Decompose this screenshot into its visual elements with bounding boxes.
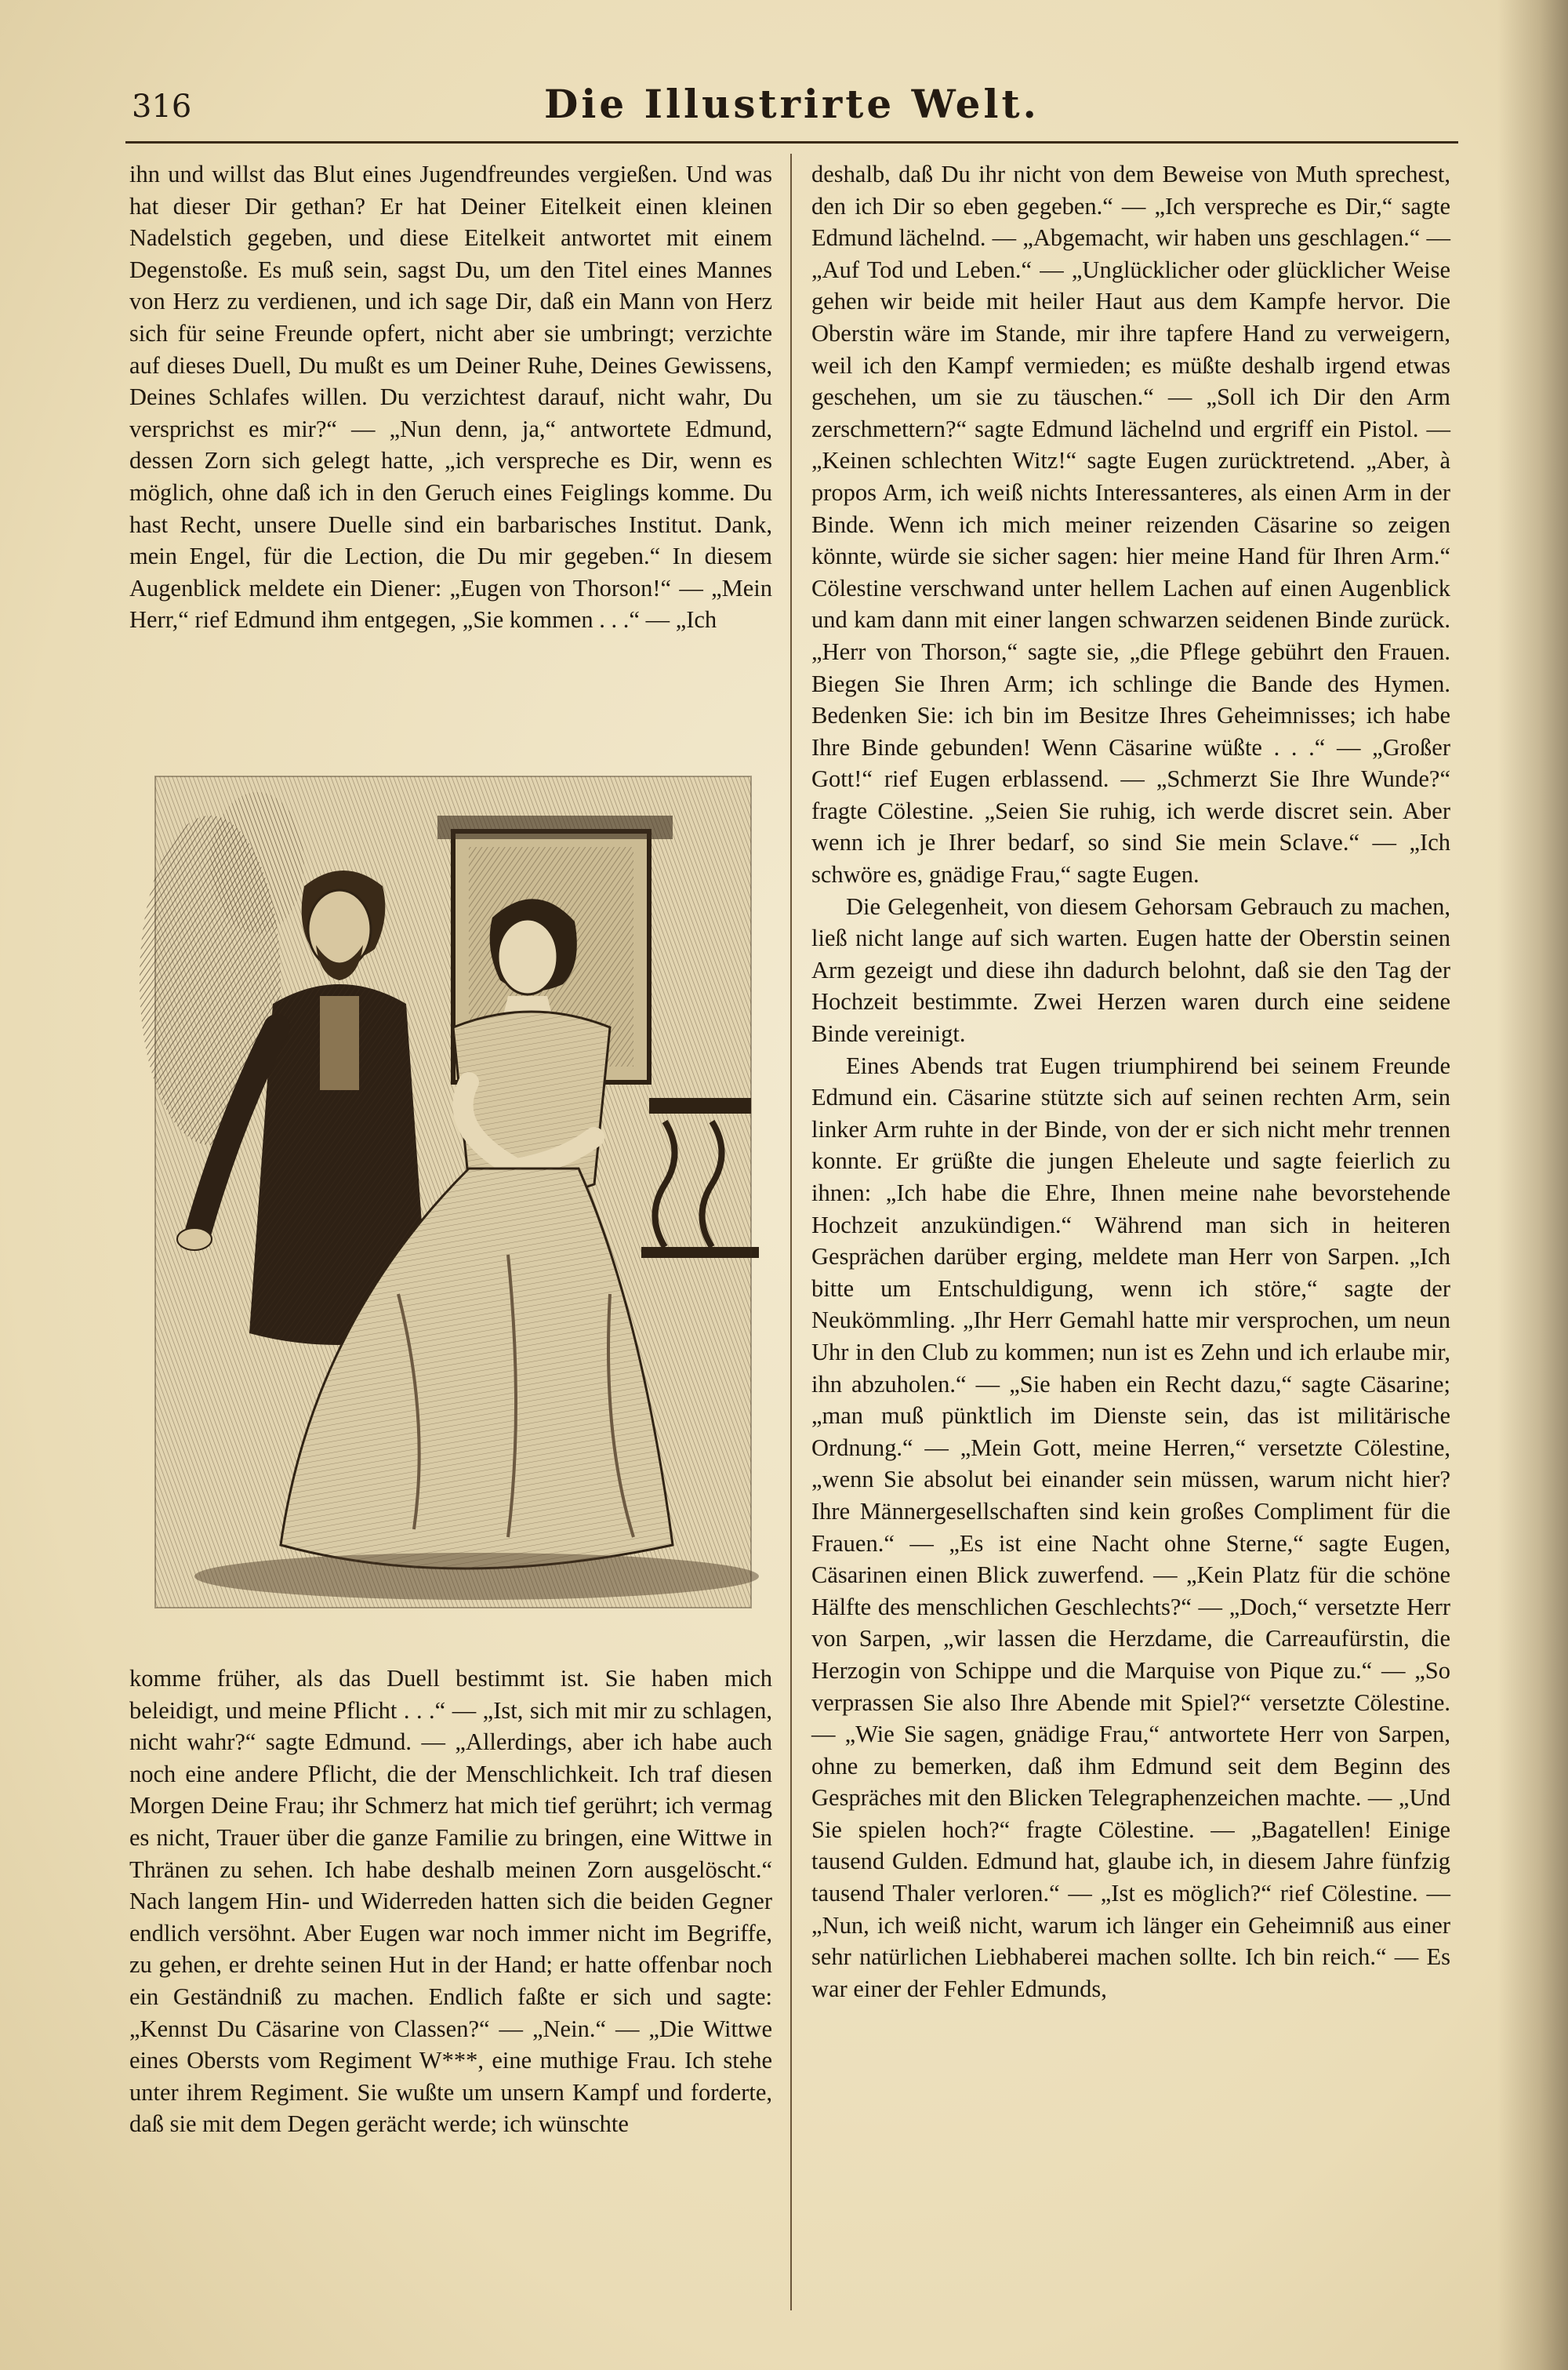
right-column-text bbox=[811, 158, 1450, 2307]
page-header bbox=[125, 75, 1458, 129]
header-rule bbox=[125, 141, 1458, 144]
paragraph: Eines Abends trat Eugen triumphirend bei seinem Freunde Edmund ein. Cäsarine stützte sich auf seinen rechten Arm, sein linker Arm ruhte in der Binde, von der er sich nicht mehr trennen konnte. Er grüßte die jungen Eheleute und sagte feierlich zu ihnen: „Ich habe die Ehre, Ihnen meine nahe bevorstehende Hochzeit anzukündigen.“ Während man sich in heiteren Gesprächen darüber erging, meldete man Herr von Sarpen. „Ich bitte um Entschuldigung, wenn ich störe,“ sagte der Neukömmling. „Ihr Herr Gemahl hatte mir versprochen, um neun Uhr in den Club zu kommen; nun ist es Zehn und ich erlaube mir, ihn abzuholen.“ — „Sie haben ein Recht dazu,“ sagte Cäsarine; „man muß pünktlich im Dienste sein, das ist militärische Ordnung.“ — „Mein Gott, meine Herren,“ versetzte Cölestine, „wenn Sie absolut bei einander sein müssen, warum nicht hier? Ihre Männergesellschaften sind kein großes Compliment für die Frauen.“ — „Es ist eine Nacht ohne Sterne,“ sagte Eugen, Cäsarinen einen Blick zuwerfend. — „Kein Platz für die schöne Hälfte des menschlichen Geschlechts?“ — „Doch,“ versetzte Herr von Sarpen, „wir lassen die Herzdame, die Carreaufürstin, die Herzogin von Schippe und die Marquise von Pique zu.“ — „So verprassen Sie also Ihre Abende mit Spiel?“ versetzte Cölestine. — „Wie Sie sagen, gnädige Frau,“ antwortete Herr von Sarpen, ohne zu bemerken, daß ihm Edmund seit dem Beginn des Gespräches mit den Blicken Telegraphenzeichen machte. — „Und Sie spielen hoch?“ fragte Cölestine. — „Bagatellen! Einige tausend Gulden. Edmund hat, glaube ich, in diesem Jahre fünfzig tausend Thaler verloren.“ — „Ist es möglich?“ rief Cölestine. — „Nun, ich weiß nicht, warum ich länger ein Geheimniß aus einer sehr natürlichen Liebhaberei machen sollte. Ich bin reich.“ — Es war einer der Fehler Edmunds, bbox=[811, 1052, 1450, 2002]
page-edge-shadow bbox=[1497, 0, 1568, 2370]
paragraph: Die Gelegenheit, von diesem Gehorsam Gebrauch zu machen, ließ nicht lange auf sich warten. Eugen hatte der Oberstin seinen Arm gezeigt und diese ihn dadurch belohnt, daß sie den Tag der Hochzeit bestimmte. Zwei Herzen waren durch eine seidene Binde vereinigt. bbox=[811, 892, 1450, 1048]
left-column-bottom-text bbox=[129, 1663, 772, 2306]
masthead-title: Die Illustrirte Welt. bbox=[544, 81, 1040, 127]
engraving-svg bbox=[140, 745, 767, 1627]
paragraph: ihn und willst das Blut eines Jugendfreundes vergießen. Und was hat dieser Dir gethan? Er hat Deiner Eitelkeit einen kleinen Nadelstich gegeben, und diese Eitelkeit antwortet mit einem Degenstoße. Es muß sein, sagst Du, um den Titel eines Mannes von Herz zu verdienen, und ich sage Dir, daß ein Mann von Herz sich für seine Freunde opfert, nicht aber sie umbringt; verzichte auf dieses Duell, Du mußt es um Deiner Ruhe, Deines Gewissens, Deines Schlafes willen. Du verzichtest darauf, nicht wahr, Du versprichst es mir?“ — „Nun denn, ja,“ antwortete Edmund, dessen Zorn sich gelegt hatte, „ich verspreche es Dir, wenn es möglich, ohne daß ich in den Geruch eines Feiglings komme. Du hast Recht, unsere Duelle sind ein barbarisches Institut. Dank, mein Engel, für die Lection, die Du mir gegeben.“ In diesem Augenblick meldete ein Diener: „Eugen von Thorson!“ — „Mein Herr,“ rief Edmund ihm entgegen, „Sie kommen . . .“ — „Ich bbox=[129, 161, 772, 634]
engraving-illustration bbox=[140, 745, 767, 1627]
left-column-top-text bbox=[129, 158, 772, 715]
column-divider bbox=[790, 154, 792, 2310]
paragraph: deshalb, daß Du ihr nicht von dem Beweise von Muth sprechest, den ich Dir so eben gegeben.“ — „Ich verspreche es Dir,“ sagte Edmund lächelnd. — „Abgemacht, wir haben uns geschlagen.“ — „Auf Tod und Leben.“ — „Unglücklicher oder glücklicher Weise gehen wir beide mit heiler Haut aus dem Kampfe hervor. Die Oberstin wäre im Stande, mir ihre tapfere Hand zu verweigern, weil ich den Kampf vermieden; es müßte deshalb irgend etwas geschehen, um sie zu täuschen.“ — „Soll ich Dir den Arm zerschmettern?“ sagte Edmund lächelnd und ergriff ein Pistol. — „Keinen schlechten Witz!“ sagte Eugen zurücktretend. „Aber, à propos Arm, ich weiß nichts Interessanteres, als einen Arm in der Binde. Wenn ich mich meiner reizenden Cäsarine so zeigen könnte, würde sie sicher sagen: hier meine Hand für Ihren Arm.“ Cölestine verschwand unter hellem Lachen auf einen Augenblick und kam dann mit einer langen schwarzen seidenen Binde zurück. „Herr von Thorson,“ sagte sie, „die Pflege gebührt den Frauen. Biegen Sie Ihren Arm; ich schlinge die Bande des Hymen. Bedenken Sie: ich bin im Besitze Ihres Geheimnisses; ich habe Ihre Binde gebunden! Wenn Cäsarine wüßte . . .“ — „Großer Gott!“ rief Eugen erblassend. — „Schmerzt Sie Ihre Wunde?“ fragte Cölestine. „Seien Sie ruhig, ich werde discret sein. Aber wenn ich je Ihrer bedarf, so sind Sie mein Sclave.“ — „Ich schwöre es, gnädige Frau,“ sagte Eugen. bbox=[811, 161, 1450, 889]
paragraph: komme früher, als das Duell bestimmt ist. Sie haben mich beleidigt, und meine Pflicht . . .“ — „Ist, sich mit mir zu schlagen, nicht wahr?“ sagte Edmund. — „Allerdings, aber ich habe auch noch eine andere Pflicht, die der Menschlichkeit. Ich traf diesen Morgen Deine Frau; ihr Schmerz hat mich tief gerührt; ich vermag es nicht, Trauer über die ganze Familie zu bringen, eine Wittwe in Thränen zu sehen. Ich habe deshalb meinen Zorn ausgelöscht.“ Nach langem Hin- und Widerreden hatten sich die beiden Gegner endlich versöhnt. Aber Eugen war noch immer nicht im Begriffe, zu gehen, er drehte seinen Hut in der Hand; er hatte offenbar noch ein Geständniß zu machen. Endlich faßte er sich und sagte: „Kennst Du Cäsarine von Classen?“ — „Nein.“ — „Die Wittwe eines Obersts vom Regiment W***, eine muthige Frau. Ich stehe unter ihrem Regiment. Sie wußte um unsern Kampf und forderte, daß sie mit dem Degen gerächt werde; ich wünschte bbox=[129, 1665, 772, 2138]
page-number: 316 bbox=[132, 89, 192, 125]
